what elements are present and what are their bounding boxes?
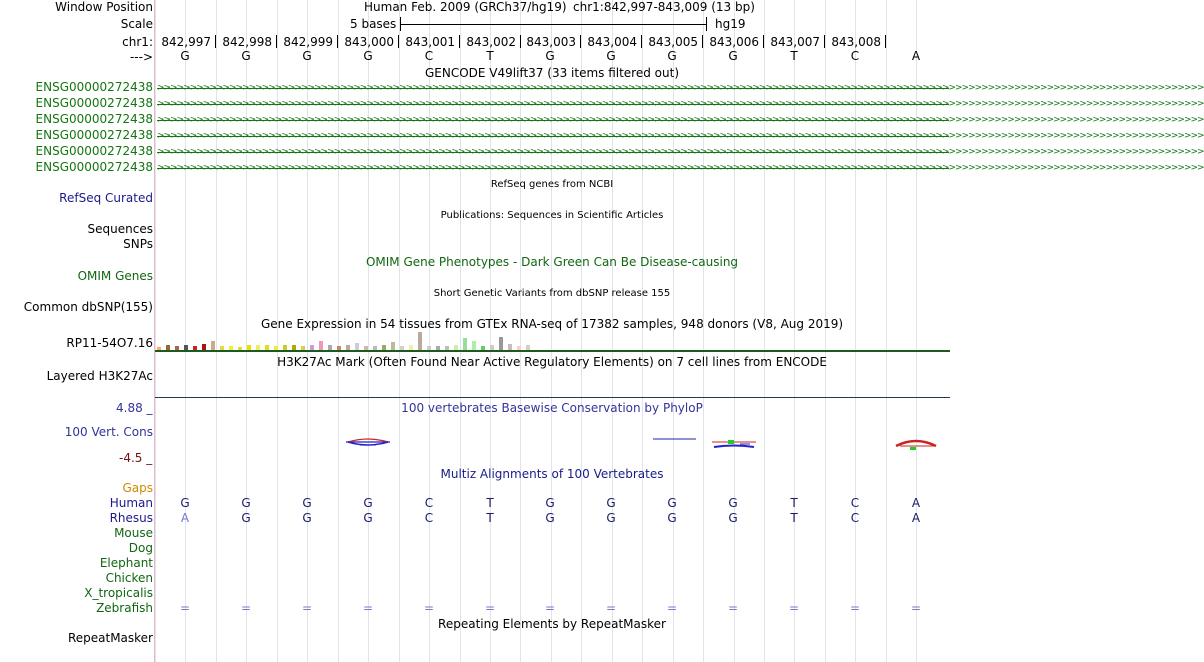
gtex-expression-bars[interactable] bbox=[157, 330, 577, 350]
conservation-max-label: 4.88 _ bbox=[116, 401, 153, 415]
strand-arrows: >>>>>>>>>>>>>>>>>>>>>>>>>>>>>>>>>>>>>>>>>>>>>>>>>>>>>>>>>>>>>>>>>>>>>>>>>>>>>>>>>>>>>>>>>>>>>>>>>>>>>>>>>>>>>>>>>>>>>>>>>>>>>>>>>>>>>>>>>>>>>>>>>>>>>>>>>>>>>>>> bbox=[157, 83, 1204, 93]
gencode-gene-label[interactable]: ENSG00000272438 bbox=[35, 160, 153, 174]
reference-base[interactable]: T bbox=[790, 49, 798, 63]
species-label-chicken[interactable]: Chicken bbox=[105, 571, 153, 585]
alignment-base: G bbox=[363, 511, 373, 525]
gencode-gene-feature[interactable] bbox=[157, 131, 1204, 141]
conservation-glyphs[interactable] bbox=[0, 430, 950, 456]
gtex-tissue-bar[interactable] bbox=[463, 338, 467, 350]
scale-text: 5 bases bbox=[350, 17, 397, 31]
alignment-base: = bbox=[179, 601, 191, 615]
reference-base[interactable]: T bbox=[486, 49, 494, 63]
ruler-tick bbox=[276, 35, 277, 48]
alignment-base: G bbox=[241, 496, 251, 510]
gtex-tissue-bar[interactable] bbox=[499, 337, 503, 350]
alignment-base: G bbox=[302, 511, 312, 525]
alignment-base: G bbox=[728, 511, 738, 525]
gencode-gene-feature[interactable] bbox=[157, 115, 1204, 125]
alignment-base: G bbox=[606, 511, 616, 525]
ruler-coordinate: 843,001 bbox=[405, 35, 455, 49]
scale-bar-right-tick bbox=[706, 17, 707, 31]
gtex-track-title[interactable]: Gene Expression in 54 tissues from GTEx RNA-seq of 17382 samples, 948 donors (V8, Aug 2019) bbox=[260, 317, 844, 331]
alignment-base: G bbox=[728, 496, 738, 510]
gtex-baseline bbox=[155, 350, 950, 352]
repeatmasker-track-label[interactable]: RepeatMasker bbox=[67, 631, 153, 645]
reference-base[interactable]: G bbox=[241, 49, 251, 63]
reference-base[interactable]: A bbox=[911, 49, 921, 63]
conservation-glyph-4 bbox=[896, 441, 936, 450]
ruler-coordinate: 843,000 bbox=[344, 35, 394, 49]
ruler-coordinate: 843,007 bbox=[770, 35, 820, 49]
gencode-gene-label[interactable]: ENSG00000272438 bbox=[35, 96, 153, 110]
alignment-base: = bbox=[849, 601, 861, 615]
repeatmasker-track-title[interactable]: Repeating Elements by RepeatMasker bbox=[438, 617, 666, 631]
reference-base[interactable]: G bbox=[545, 49, 555, 63]
ruler-coordinate: 843,006 bbox=[709, 35, 759, 49]
chromosome-label: chr1: bbox=[122, 35, 153, 49]
h3k27ac-baseline bbox=[155, 397, 950, 398]
alignment-base: = bbox=[605, 601, 617, 615]
scale-bar bbox=[400, 24, 706, 25]
alignment-base: = bbox=[301, 601, 313, 615]
coordinates-text[interactable]: chr1:842,997-843,009 (13 bp) bbox=[573, 0, 755, 14]
ruler-coordinate: 842,997 bbox=[161, 35, 211, 49]
gencode-gene-label[interactable]: ENSG00000272438 bbox=[35, 128, 153, 142]
alignment-base: = bbox=[666, 601, 678, 615]
conservation-min-label: -4.5 _ bbox=[119, 451, 153, 465]
alignment-base: G bbox=[667, 496, 677, 510]
alignment-base: C bbox=[850, 496, 860, 510]
reference-base[interactable]: G bbox=[363, 49, 373, 63]
alignment-base: G bbox=[667, 511, 677, 525]
alignment-base: = bbox=[788, 601, 800, 615]
gtex-gene-label[interactable]: RP11-54O7.16 bbox=[66, 336, 153, 350]
species-label-x_tropicalis[interactable]: X_tropicalis bbox=[84, 586, 153, 600]
alignment-base: G bbox=[606, 496, 616, 510]
species-label-rhesus[interactable]: Rhesus bbox=[109, 511, 153, 525]
ruler-tick bbox=[215, 35, 216, 48]
reference-base[interactable]: G bbox=[606, 49, 616, 63]
db-text: hg19 bbox=[715, 17, 746, 31]
alignment-base: T bbox=[486, 496, 494, 510]
gtex-tissue-bar[interactable] bbox=[319, 341, 323, 350]
alignment-base: G bbox=[180, 496, 190, 510]
gtex-tissue-bar[interactable] bbox=[391, 342, 395, 350]
gtex-tissue-bar[interactable] bbox=[211, 341, 215, 350]
publications-track-title[interactable]: Publications: Sequences in Scientific Articles bbox=[440, 210, 664, 221]
conservation-glyph-1 bbox=[346, 439, 390, 445]
alignment-base: = bbox=[727, 601, 739, 615]
h3k27ac-track-label[interactable]: Layered H3K27Ac bbox=[46, 369, 153, 383]
ruler-tick bbox=[885, 35, 886, 48]
alignment-base: T bbox=[486, 511, 494, 525]
reference-base[interactable]: C bbox=[850, 49, 860, 63]
reference-base[interactable]: G bbox=[302, 49, 312, 63]
conservation-track-label[interactable]: 100 Vert. Cons bbox=[64, 425, 153, 439]
snps-track-label[interactable]: SNPs bbox=[123, 237, 153, 251]
ruler-tick bbox=[337, 35, 338, 48]
alignment-base: = bbox=[484, 601, 496, 615]
ruler-coordinate: 843,008 bbox=[831, 35, 881, 49]
gencode-gene-label[interactable]: ENSG00000272438 bbox=[35, 112, 153, 126]
omim-track-title[interactable]: OMIM Gene Phenotypes - Dark Green Can Be Disease-causing bbox=[365, 255, 739, 269]
alignment-base: G bbox=[545, 496, 555, 510]
alignment-base: A bbox=[911, 496, 921, 510]
strand-arrows: >>>>>>>>>>>>>>>>>>>>>>>>>>>>>>>>>>>>>>>>>>>>>>>>>>>>>>>>>>>>>>>>>>>>>>>>>>>>>>>>>>>>>>>>>>>>>>>>>>>>>>>>>>>>>>>>>>>>>>>>>>>>>>>>>>>>>>>>>>>>>>>>>>>>>>>>>>>>>>>> bbox=[157, 115, 1204, 125]
omim-track-label[interactable]: OMIM Genes bbox=[77, 269, 153, 283]
strand-arrows: >>>>>>>>>>>>>>>>>>>>>>>>>>>>>>>>>>>>>>>>>>>>>>>>>>>>>>>>>>>>>>>>>>>>>>>>>>>>>>>>>>>>>>>>>>>>>>>>>>>>>>>>>>>>>>>>>>>>>>>>>>>>>>>>>>>>>>>>>>>>>>>>>>>>>>>>>>>>>>>> bbox=[157, 131, 1204, 141]
guide-line bbox=[155, 0, 156, 662]
reference-base[interactable]: G bbox=[180, 49, 190, 63]
gtex-tissue-bar[interactable] bbox=[418, 332, 422, 350]
alignment-base: = bbox=[240, 601, 252, 615]
species-label-human[interactable]: Human bbox=[109, 496, 153, 510]
ruler-tick bbox=[580, 35, 581, 48]
ruler-tick bbox=[641, 35, 642, 48]
ruler-tick bbox=[398, 35, 399, 48]
gaps-label: Gaps bbox=[122, 481, 153, 495]
multiz-track-title[interactable]: Multiz Alignments of 100 Vertebrates bbox=[440, 467, 664, 481]
gencode-gene-feature[interactable] bbox=[157, 163, 1204, 173]
alignment-base: C bbox=[424, 496, 434, 510]
window-position-label: Window Position bbox=[55, 0, 153, 14]
ruler-coordinate: 843,002 bbox=[466, 35, 516, 49]
ruler-tick bbox=[763, 35, 764, 48]
publications-track-label[interactable]: Sequences bbox=[87, 222, 153, 236]
ruler-coordinate: 842,998 bbox=[222, 35, 272, 49]
reference-base[interactable]: G bbox=[728, 49, 738, 63]
alignment-base: = bbox=[423, 601, 435, 615]
gencode-gene-label[interactable]: ENSG00000272438 bbox=[35, 80, 153, 94]
gencode-track-title[interactable]: GENCODE V49lift37 (33 items filtered out) bbox=[424, 66, 680, 80]
gencode-gene-feature[interactable] bbox=[157, 99, 1204, 109]
species-label-elephant[interactable]: Elephant bbox=[99, 556, 153, 570]
gencode-gene-feature[interactable] bbox=[157, 147, 1204, 157]
ruler-coordinate: 843,003 bbox=[526, 35, 576, 49]
ruler-coordinate: 843,004 bbox=[587, 35, 637, 49]
species-label-mouse[interactable]: Mouse bbox=[114, 526, 153, 540]
species-label-zebrafish[interactable]: Zebrafish bbox=[96, 601, 153, 615]
scale-label: Scale bbox=[120, 17, 153, 31]
scale-bar-left-tick bbox=[400, 17, 401, 31]
species-label-dog[interactable]: Dog bbox=[128, 541, 153, 555]
ruler-tick bbox=[702, 35, 703, 48]
conservation-track-title[interactable]: 100 vertebrates Basewise Conservation by PhyloP bbox=[401, 401, 703, 415]
alignment-base: = bbox=[910, 601, 922, 615]
reference-base[interactable]: G bbox=[667, 49, 677, 63]
alignment-base: G bbox=[363, 496, 373, 510]
h3k27ac-track-title[interactable]: H3K27Ac Mark (Often Found Near Active Regulatory Elements) on 7 cell lines from ENCODE bbox=[277, 355, 827, 369]
strand-arrows: >>>>>>>>>>>>>>>>>>>>>>>>>>>>>>>>>>>>>>>>>>>>>>>>>>>>>>>>>>>>>>>>>>>>>>>>>>>>>>>>>>>>>>>>>>>>>>>>>>>>>>>>>>>>>>>>>>>>>>>>>>>>>>>>>>>>>>>>>>>>>>>>>>>>>>>>>>>>>>>> bbox=[157, 99, 1204, 109]
label-separator bbox=[154, 0, 155, 662]
gtex-tissue-bar[interactable] bbox=[472, 341, 476, 350]
reference-base[interactable]: C bbox=[424, 49, 434, 63]
ruler-coordinate: 842,999 bbox=[283, 35, 333, 49]
gencode-gene-feature[interactable] bbox=[157, 83, 1204, 93]
dbsnp-track-label[interactable]: Common dbSNP(155) bbox=[23, 300, 153, 314]
alignment-base: C bbox=[850, 511, 860, 525]
strand-label: ---> bbox=[129, 50, 153, 64]
strand-arrows: >>>>>>>>>>>>>>>>>>>>>>>>>>>>>>>>>>>>>>>>>>>>>>>>>>>>>>>>>>>>>>>>>>>>>>>>>>>>>>>>>>>>>>>>>>>>>>>>>>>>>>>>>>>>>>>>>>>>>>>>>>>>>>>>>>>>>>>>>>>>>>>>>>>>>>>>>>>>>>>> bbox=[157, 163, 1204, 173]
ruler-tick bbox=[459, 35, 460, 48]
ruler-tick bbox=[520, 35, 521, 48]
assembly-text[interactable]: Human Feb. 2009 (GRCh37/hg19) bbox=[364, 0, 567, 14]
alignment-base: G bbox=[302, 496, 312, 510]
alignment-base: G bbox=[545, 511, 555, 525]
alignment-base: A bbox=[180, 511, 190, 525]
alignment-base: A bbox=[911, 511, 921, 525]
alignment-base: G bbox=[241, 511, 251, 525]
strand-arrows: >>>>>>>>>>>>>>>>>>>>>>>>>>>>>>>>>>>>>>>>>>>>>>>>>>>>>>>>>>>>>>>>>>>>>>>>>>>>>>>>>>>>>>>>>>>>>>>>>>>>>>>>>>>>>>>>>>>>>>>>>>>>>>>>>>>>>>>>>>>>>>>>>>>>>>>>>>>>>>>> bbox=[157, 147, 1204, 157]
gtex-tissue-bar[interactable] bbox=[355, 343, 359, 350]
dbsnp-track-title[interactable]: Short Genetic Variants from dbSNP release 155 bbox=[433, 288, 671, 299]
gencode-gene-label[interactable]: ENSG00000272438 bbox=[35, 144, 153, 158]
refseq-track-title[interactable]: RefSeq genes from NCBI bbox=[490, 179, 614, 190]
ruler-tick bbox=[824, 35, 825, 48]
conservation-glyph-3 bbox=[712, 440, 756, 447]
alignment-base: T bbox=[790, 496, 798, 510]
alignment-base: C bbox=[424, 511, 434, 525]
refseq-track-label[interactable]: RefSeq Curated bbox=[59, 191, 153, 205]
alignment-base: T bbox=[790, 511, 798, 525]
alignment-base: = bbox=[544, 601, 556, 615]
ruler-coordinate: 843,005 bbox=[648, 35, 698, 49]
alignment-base: = bbox=[362, 601, 374, 615]
